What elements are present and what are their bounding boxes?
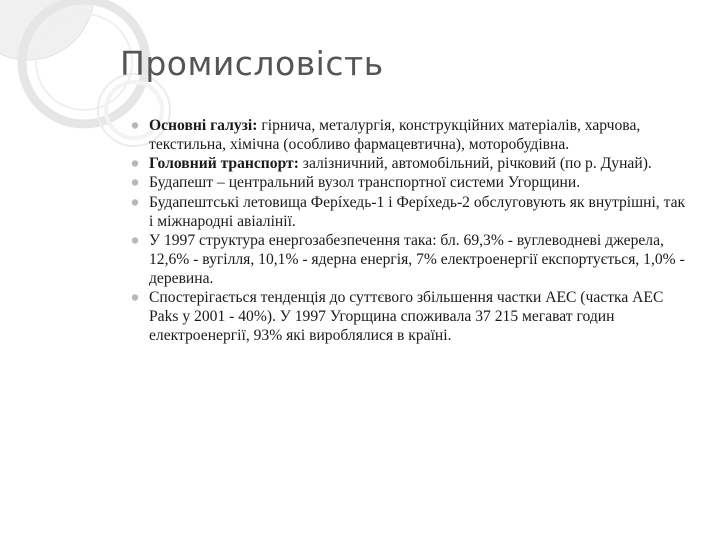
bullet-text: Спостерігається тенденція до суттєвого збільшення частки АЕС (частка АЕС Paks у 2001 - 40%). У 1997 Угорщина споживала 37 215 мегават годин електроенергії, 93% які вироблялися в країні. (149, 288, 664, 344)
bullet-marker-icon (130, 116, 142, 135)
bullet-item-airports (130, 193, 690, 231)
bullet-text: У 1997 структура енергозабезпечення така: бл. 69,3% - вуглеводневі джерела, 12,6% - вугілля, 10,1% - ядерна енергія, 7% електроенергії експортується, 1,0% - деревина. (149, 231, 685, 287)
bullet-marker-icon (130, 231, 142, 250)
bullet-text: залізничний, автомобільний, річковий (по р. Дунай). (298, 155, 652, 173)
bullet-marker-icon (130, 173, 142, 192)
bullet-marker-icon (130, 288, 142, 307)
bullet-text: Будапештські летовища Ферíхедь-1 і Ферíхедь-2 обслуговують як внутрішні, так і міжнародні авіалінії. (149, 193, 686, 230)
bullet-text: гірнича, металургія, конструкційних матеріалів, харчова, текстильна, хімічна (особливо фармацевтична), моторобудівна. (149, 117, 641, 153)
bullet-item-budapest-hub (130, 173, 690, 192)
bullet-marker-icon (130, 154, 142, 173)
bullet-text: Будапешт – центральний вузол транспортної системи Угорщини. (149, 174, 581, 192)
bullet-marker-icon (130, 193, 142, 212)
bullet-lead: Головний транспорт: (149, 155, 299, 173)
bullet-item-transport (130, 154, 690, 173)
bullet-item-nuclear-trend (130, 288, 690, 345)
slide-title: Промисловість (120, 44, 384, 83)
bullet-item-industries (130, 116, 690, 154)
bullet-item-energy-structure (130, 231, 690, 288)
bullet-list (130, 116, 690, 345)
bullet-lead: Основні галузі: (149, 117, 258, 134)
